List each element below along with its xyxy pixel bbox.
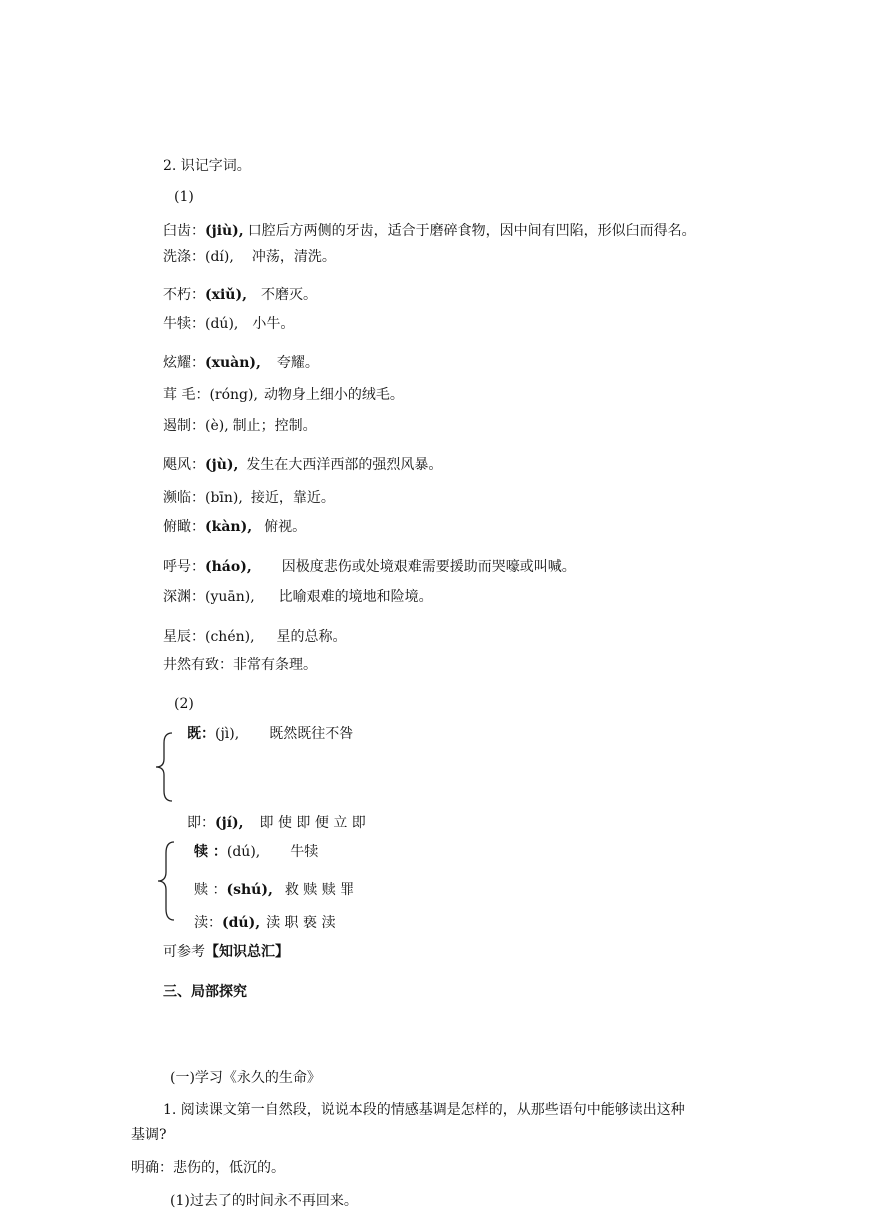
vocab-meaning: 口腔后方两侧的牙齿，适合于磨碎食物，因中间有凹陷，形似臼而得名。 xyxy=(247,223,696,239)
sub-heading: (一)学习《永久的生命》 xyxy=(170,1070,321,1086)
vocab-word: 俯瞰： xyxy=(163,519,205,535)
reference-bracket: 【知识总汇】 xyxy=(205,944,289,960)
vocab-meaning: 非常有条理。 xyxy=(233,657,317,673)
vocab-meaning: 比喻艰难的境地和险境。 xyxy=(278,589,433,605)
reference-note xyxy=(163,943,289,961)
vocab-entry-xingchen xyxy=(163,628,347,646)
answer: 明确：悲伤的，低沉的。 xyxy=(131,1160,285,1176)
vocab-word: 深渊： xyxy=(163,589,205,605)
part-1-label: (1) xyxy=(174,189,194,205)
char-entry-shu xyxy=(194,881,354,899)
vocab-entry-rongmao xyxy=(163,386,404,404)
vocab-meaning: 小牛。 xyxy=(252,316,295,332)
vocab-pinyin: (jiù), xyxy=(205,223,244,239)
vocab-pinyin: (háo), xyxy=(205,559,252,575)
reference-prefix: 可参考 xyxy=(163,944,205,960)
vocab-entry-fukan xyxy=(163,518,306,536)
vocab-entry-xuanyao xyxy=(163,354,319,372)
vocab-pinyin: (jù), xyxy=(205,457,239,473)
char-entry-ji-4 xyxy=(187,725,353,743)
vocab-entry-jiuchi xyxy=(163,222,696,240)
vocab-pinyin: (chén), xyxy=(205,629,255,645)
vocab-word: 洗涤： xyxy=(163,249,205,265)
vocab-meaning: 接近，靠近。 xyxy=(250,490,335,506)
char-entry-du-neglect xyxy=(194,914,335,932)
vocab-entry-ezhi xyxy=(163,417,317,435)
vocab-pinyin: (dú), xyxy=(205,316,239,332)
char-pinyin: (dú), xyxy=(226,844,261,860)
char-pinyin: (jì), xyxy=(215,726,240,742)
vocab-entry-niudu xyxy=(163,315,294,333)
vocab-pinyin: (bīn), xyxy=(205,490,243,506)
vocab-word: 不朽： xyxy=(163,287,205,303)
vocab-word: 濒临： xyxy=(163,490,205,506)
vocab-pinyin: (yuān), xyxy=(205,589,255,605)
vocab-word: 炫耀： xyxy=(163,355,205,371)
vocab-word: 茸 毛： xyxy=(163,387,210,403)
vocab-pinyin: (è), xyxy=(205,418,229,434)
vocab-word: 星辰： xyxy=(163,629,205,645)
vocab-pinyin: (xuàn), xyxy=(205,355,261,371)
vocab-meaning: 因极度悲伤或处境艰难需要援助而哭嚎或叫喊。 xyxy=(281,559,576,575)
char-label: 既： xyxy=(187,726,215,742)
vocab-pinyin: (xiǔ), xyxy=(205,287,247,303)
char-examples: 救 赎 赎 罪 xyxy=(284,882,355,898)
vocab-word: 呼号： xyxy=(163,559,205,575)
part-2-label: (2) xyxy=(174,696,194,712)
char-examples: 渎 职 亵 渎 xyxy=(266,915,336,931)
char-entry-ji-2 xyxy=(187,814,366,832)
char-pinyin: (jí), xyxy=(215,815,244,831)
vocab-meaning: 发生在大西洋西部的强烈风暴。 xyxy=(246,457,443,473)
vocab-meaning: 星的总称。 xyxy=(276,629,347,645)
question-1-line-1: 1. 阅读课文第一自然段，说说本段的情感基调是怎样的，从那些语句中能够读出这种 xyxy=(163,1102,685,1118)
char-entry-du-calf xyxy=(194,843,318,861)
char-pinyin: (shú), xyxy=(226,882,273,898)
vocab-word: 遏制： xyxy=(163,418,205,434)
vocab-pinyin: (kàn), xyxy=(205,519,253,535)
vocab-pinyin: (róng), xyxy=(209,387,258,403)
left-brace-icon xyxy=(156,840,178,922)
vocab-word: 臼齿： xyxy=(163,223,205,239)
char-label: 渎： xyxy=(194,915,222,931)
char-pinyin: (dú), xyxy=(222,915,261,931)
char-label: 犊 ： xyxy=(194,844,227,860)
vocab-meaning: 不磨灭。 xyxy=(260,287,317,303)
question-1-line-2: 基调? xyxy=(131,1127,167,1143)
vocab-meaning: 冲荡，清洗。 xyxy=(251,249,336,265)
section-2-heading: 2. 识记字词。 xyxy=(163,158,251,174)
vocab-entry-buxiu xyxy=(163,286,317,304)
char-examples: 即 使 即 便 立 即 xyxy=(259,815,366,831)
vocab-entry-huhao xyxy=(163,558,576,576)
char-examples: 既然既往不咎 xyxy=(269,726,354,742)
vocab-meaning: 夸耀。 xyxy=(276,355,319,371)
char-examples: 牛犊 xyxy=(290,844,319,860)
vocab-entry-binlin xyxy=(163,489,335,507)
section-3-heading: 三、局部探究 xyxy=(163,984,247,1000)
vocab-entry-jufeng xyxy=(163,456,442,474)
char-label: 赎 ： xyxy=(194,882,227,898)
vocab-pinyin: (dí), xyxy=(205,249,234,265)
vocab-entry-xidi xyxy=(163,248,336,266)
vocab-meaning: 俯视。 xyxy=(264,519,307,535)
vocab-entry-shenyuan xyxy=(163,588,433,606)
vocab-word: 牛犊： xyxy=(163,316,205,332)
vocab-meaning: 动物身上细小的绒毛。 xyxy=(263,387,404,403)
vocab-entry-jingran xyxy=(163,656,317,674)
char-label: 即： xyxy=(187,815,215,831)
left-brace-icon xyxy=(154,731,176,803)
vocab-word: 飓风： xyxy=(163,457,205,473)
vocab-meaning: 制止；控制。 xyxy=(232,418,317,434)
vocab-word: 井然有致： xyxy=(163,657,233,673)
answer-item-1: (1)过去了的时间永不再回来。 xyxy=(170,1193,358,1209)
